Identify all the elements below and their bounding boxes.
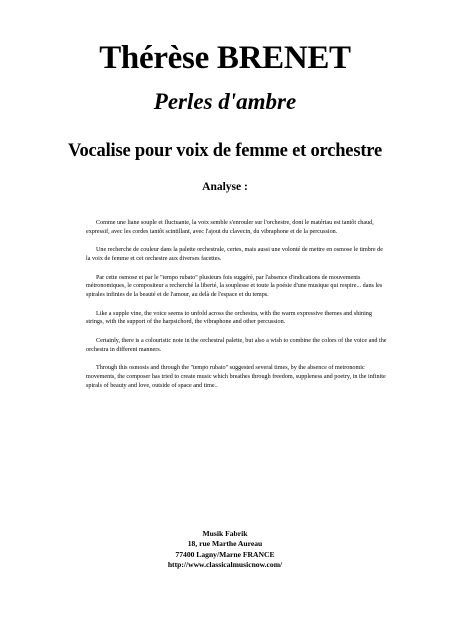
analysis-text <box>86 219 388 400</box>
work-subtitle: Vocalise pour voix de femme et orchestre <box>68 141 382 161</box>
analysis-paragraph-en-2: Certainly, there is a colouristic note in the orchestral palette, but also a wish to combine the colors of the voice and the orchestra in different manners. <box>86 338 387 353</box>
analysis-paragraph-en-3: Through this osmosis and through the "tempo rubato" suggested several times, by the absence of metronomic movements, the composer has tried to create music which breathes through freedom, suppleness and poetry, in the infinite spirals of beauty and love, outside of space and time.. <box>86 365 386 389</box>
analysis-paragraph-en-1: Like a supple vine, the voice seems to unfold across the orchestra, with the warm expressive themes and shining strings, with the support of the harpsichord, the vibraphone and other percussion. <box>86 310 372 326</box>
publisher-street: 18, rue Marthe Aureau <box>187 539 263 549</box>
publisher-city: 77400 Lagny/Marne FRANCE <box>175 549 275 559</box>
composer-name: Thérèse BRENET <box>99 40 351 76</box>
work-title: Perles d'ambre <box>153 89 297 114</box>
publisher-url[interactable]: http://www.classicalmusicnow.com/ <box>167 559 283 569</box>
analysis-paragraph-fr-1: Comme une liane souple et fluctuante, la voix semble s'enrouler sur l'orchestre, dont le matériau est tantôt chaud, expressif, avec les cordes tantôt scintillant, avec l'ajout du clavecin, du vibraphone et de la percussion. <box>86 220 374 235</box>
publisher-block <box>0 529 450 570</box>
analysis-paragraph-fr-3: Par cette osmose et par le "tempo rubato" plusieurs fois suggéré, par l'absence d'indications de mouvements métronomiques, le compositeur a recherché la liberté, la souplesse et toute la poésie d'une musique qui respire... dans les spirales infinies de la beauté et de l'amour, au delà de l'espace et du temps. <box>86 274 383 298</box>
analysis-paragraph-fr-2: Une recherche de couleur dans la palette orchestrale, certes, mais aussi une volonté de mettre en osmose le timbre de la voix de femme et cet orchestre aux diverses facettes. <box>86 247 383 262</box>
publisher-name: Musik Fabrik <box>202 529 248 538</box>
analysis-heading: Analyse : <box>202 181 248 193</box>
